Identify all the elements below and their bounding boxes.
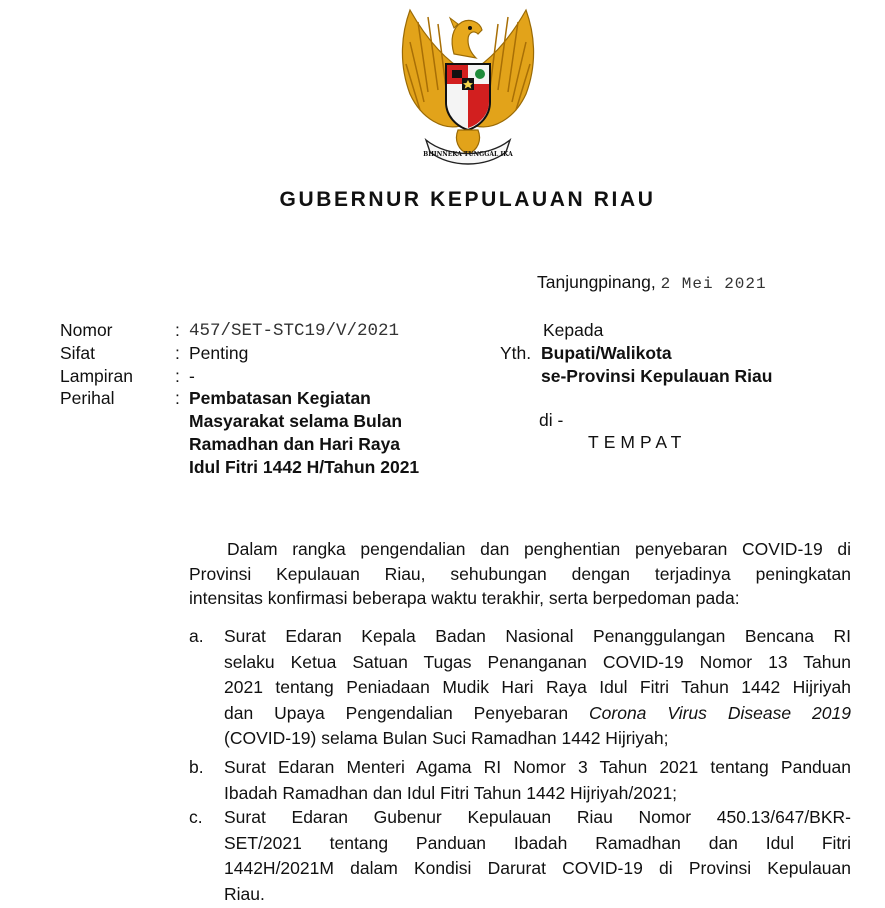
sifat-value: Penting <box>189 343 249 363</box>
emblem-motto: BHINNEKA TUNGGAL IKA <box>423 151 513 158</box>
tempat-label: TEMPAT <box>588 432 687 452</box>
item-letter: c. <box>189 807 203 827</box>
item-line: Ibadah Ramadhan dan Idul Fitri Tahun 1442 Hijriyah/2021; <box>224 782 678 803</box>
nomor-value: 457/SET-STC19/V/2021 <box>189 321 400 341</box>
lampiran-colon: : <box>175 366 180 386</box>
garuda-emblem-icon <box>388 2 548 167</box>
item-letter: a. <box>189 626 204 646</box>
intro-paragraph <box>189 537 851 611</box>
recipient-line: Bupati/Walikota <box>541 343 672 363</box>
list-item <box>224 805 851 907</box>
recipient-line: se-Provinsi Kepulauan Riau <box>541 366 773 386</box>
item-italic-term: Corona Virus Disease 2019 <box>589 702 851 723</box>
list-item <box>224 755 851 806</box>
intro-line: intensitas konfirmasi beberapa waktu terakhir, serta berpedoman pada: <box>189 588 740 608</box>
item-line: selaku Ketua Satuan Tugas Penanganan COVID-19 Nomor 13 Tahun <box>224 651 851 672</box>
yth-label: Yth. <box>500 343 532 363</box>
document-title: GUBERNUR KEPULAUAN RIAU <box>279 188 656 211</box>
perihal-colon: : <box>175 388 180 408</box>
item-line: 1442H/2021M dalam Kondisi Darurat COVID-19 di Provinsi Kepulauan <box>224 858 851 878</box>
intro-line: Provinsi Kepulauan Riau, sehubungan dengan terjadinya peningkatan <box>189 563 851 584</box>
nomor-colon: : <box>175 320 180 340</box>
item-line: Surat Edaran Gubenur Kepulauan Riau Nomor 450.13/647/BKR- <box>224 807 851 827</box>
sifat-label: Sifat <box>60 343 96 363</box>
lampiran-value: - <box>189 366 195 386</box>
date-value: 2 Mei 2021 <box>660 275 767 293</box>
perihal-label: Perihal <box>60 388 115 408</box>
item-line-text: dan Upaya Pengendalian Penyebaran <box>224 702 569 723</box>
item-line-with-italic <box>224 701 851 727</box>
nomor-label: Nomor <box>60 320 113 340</box>
di-label: di - <box>539 410 564 430</box>
list-item <box>224 624 851 752</box>
intro-line: Dalam rangka pengendalian dan penghentian penyebaran COVID-19 di <box>227 539 851 559</box>
item-line: SET/2021 tentang Panduan Ibadah Ramadhan dan Idul Fitri <box>224 832 851 853</box>
perihal-line: Ramadhan dan Hari Raya <box>189 434 401 454</box>
item-line: 2021 tentang Peniadaan Mudik Hari Raya Idul Fitri Tahun 1442 Hijriyah <box>224 677 851 697</box>
sifat-colon: : <box>175 343 180 363</box>
item-line: Riau. <box>224 883 265 904</box>
item-letter: b. <box>189 757 204 777</box>
perihal-line: Idul Fitri 1442 H/Tahun 2021 <box>189 457 420 477</box>
perihal-line: Masyarakat selama Bulan <box>189 411 403 431</box>
item-line: Surat Edaran Menteri Agama RI Nomor 3 Tahun 2021 tentang Panduan <box>224 757 851 777</box>
item-line: Surat Edaran Kepala Badan Nasional Penanggulangan Bencana RI <box>224 626 851 646</box>
perihal-line: Pembatasan Kegiatan <box>189 388 371 408</box>
item-line: (COVID-19) selama Bulan Suci Ramadhan 1442 Hijriyah; <box>224 728 669 748</box>
letter-date <box>537 272 767 293</box>
lampiran-label: Lampiran <box>60 366 133 386</box>
kepada-label: Kepada <box>543 320 604 340</box>
date-place: Tanjungpinang, <box>537 272 656 292</box>
